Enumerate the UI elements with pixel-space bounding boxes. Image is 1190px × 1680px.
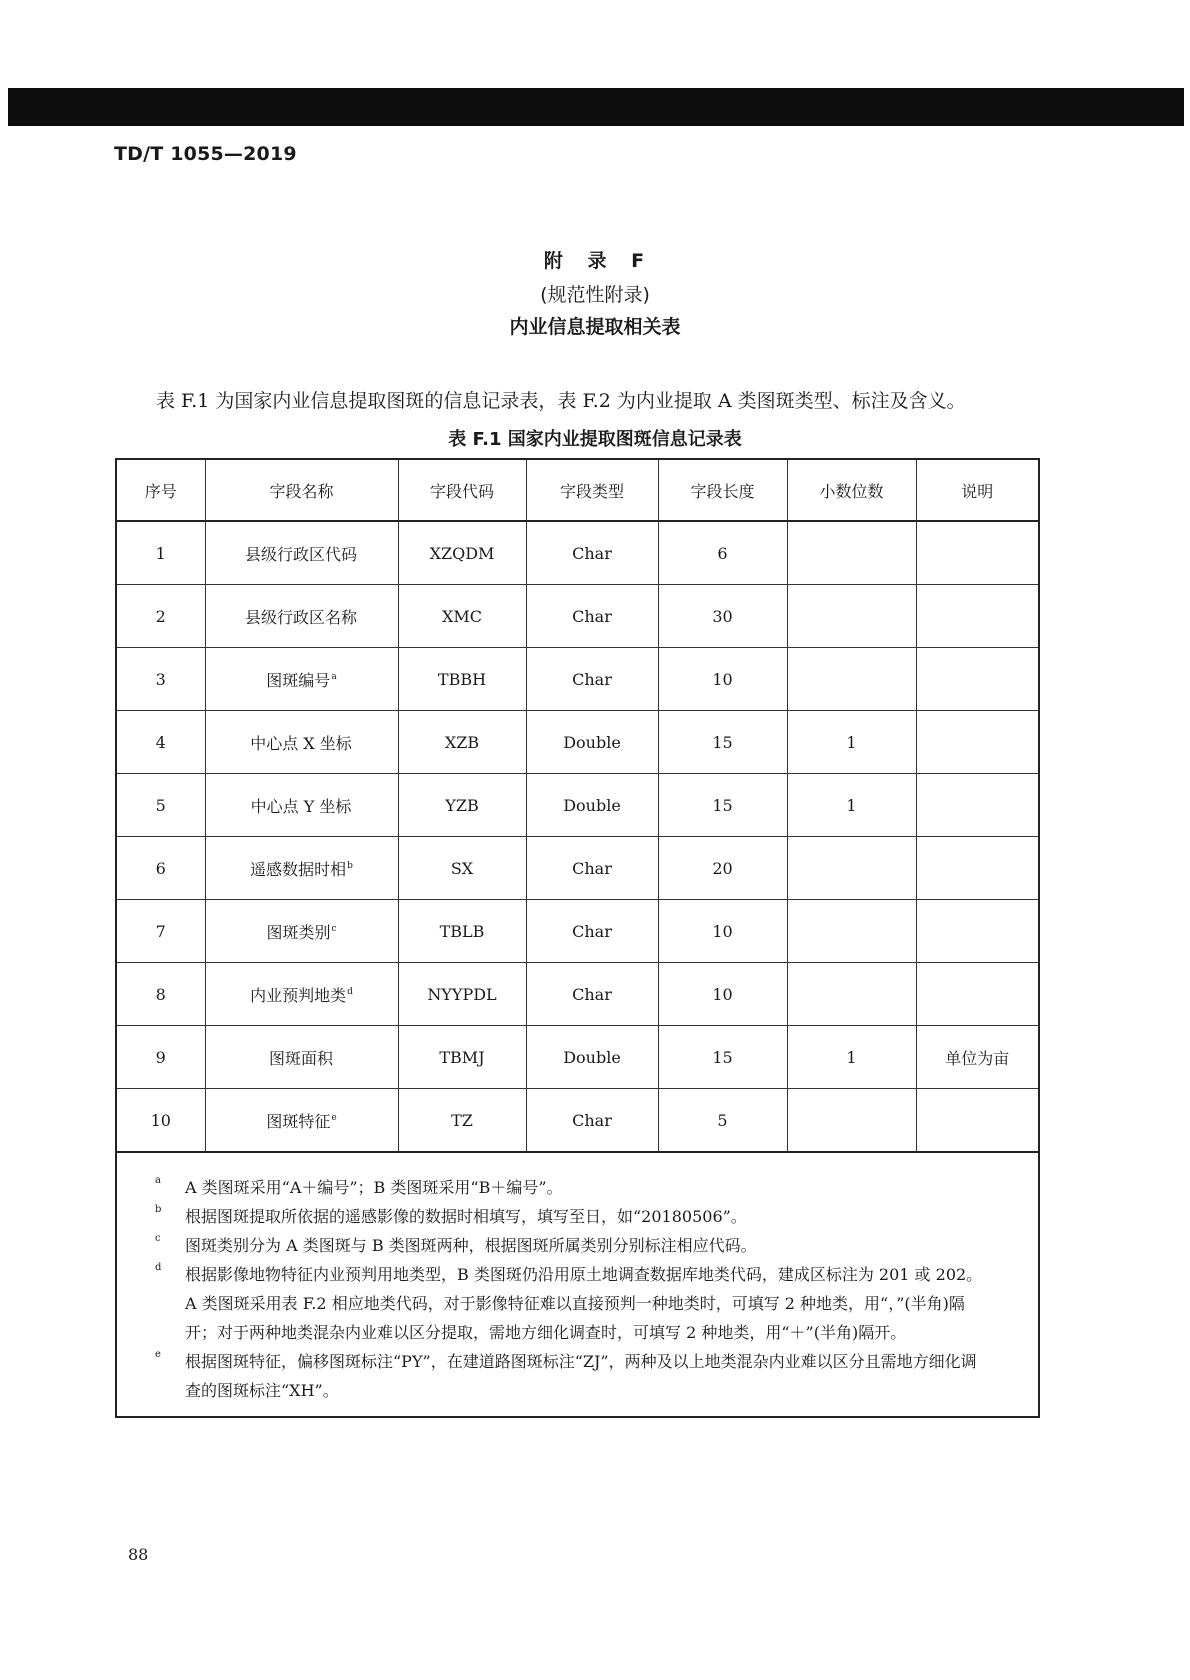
table-row [117,648,1038,711]
footnote-line: A 类图斑采用表 F.2 相应地类代码，对于影像特征难以直接预判一种地类时，可填写 2 种地类，用“，”(半角)隔 [185,1294,965,1313]
footnote-mark: b [155,1204,162,1215]
cell-decimals [787,648,916,711]
field-name: 县级行政区名称 [244,607,357,627]
table-row [117,837,1038,900]
standard-code: TD/T 1055—2019 [114,143,297,165]
footnote-mark: c [155,1233,161,1244]
cell-note [916,1089,1038,1153]
cell-note: 单位为亩 [916,1026,1038,1089]
cell-name [205,963,398,1026]
table-caption: 表 F.1 国家内业提取图斑信息记录表 [448,429,742,450]
field-name: 图斑面积 [268,1048,333,1068]
cell-type: Char [526,1089,658,1153]
cell-decimals [787,521,916,585]
footnote-line: 根据图斑特征，偏移图斑标注“PY”，在建道路图斑标注“ZJ”，两种及以上地类混杂内业难以区分且需地方细化调 [185,1352,977,1371]
cell-decimals: 1 [787,1026,916,1089]
cell-length: 6 [658,521,787,585]
cell-code: TBMJ [398,1026,526,1089]
cell-code: XMC [398,585,526,648]
cell-decimals [787,585,916,648]
cell-code: NYYPDL [398,963,526,1026]
footnote [155,1347,1030,1405]
table-row [117,900,1038,963]
cell-decimals: 1 [787,711,916,774]
cell-length: 10 [658,963,787,1026]
column-header: 序号 [117,460,205,521]
cell-length: 15 [658,774,787,837]
table-row [117,1026,1038,1089]
footnote-mark: a [155,1175,161,1186]
cell-note [916,837,1038,900]
field-name: 内业预判地类 [250,985,347,1005]
record-table-frame [115,458,1040,1418]
cell-type: Char [526,837,658,900]
cell-code: TZ [398,1089,526,1153]
field-name: 图斑编号 [266,670,331,690]
footnote-line: 根据影像地物特征内业预判用地类型，B 类图斑仍沿用原土地调查数据库地类代码，建成区标注为 201 或 202。 [185,1265,983,1284]
cell-no: 5 [117,774,205,837]
footnote-line: 查的图斑标注“XH”。 [185,1381,339,1400]
cell-decimals [787,963,916,1026]
table-header-row [117,460,1038,521]
cell-code: TBLB [398,900,526,963]
cell-code: YZB [398,774,526,837]
table-row [117,963,1038,1026]
table-row [117,521,1038,585]
cell-note [916,648,1038,711]
cell-decimals [787,1089,916,1153]
cell-name [205,774,398,837]
cell-code: XZQDM [398,521,526,585]
cell-no: 7 [117,900,205,963]
cell-no: 3 [117,648,205,711]
cell-no: 1 [117,521,205,585]
record-table [117,460,1038,1153]
footnote-ref: e [331,1112,337,1123]
footnote-line: 根据图斑提取所依据的遥感影像的数据时相填写，填写至日，如“20180506”。 [185,1207,747,1226]
footnote [155,1173,1030,1202]
cell-name [205,711,398,774]
cell-length: 30 [658,585,787,648]
cell-no: 8 [117,963,205,1026]
cell-name [205,837,398,900]
cell-code: XZB [398,711,526,774]
cell-name [205,521,398,585]
column-header: 字段代码 [398,460,526,521]
column-header: 字段名称 [205,460,398,521]
cell-length: 15 [658,1026,787,1089]
appendix-type: (规范性附录) [540,284,650,306]
appendix-title: 附 录 F [543,250,647,272]
column-header: 小数位数 [787,460,916,521]
table-row [117,1089,1038,1153]
cell-decimals [787,900,916,963]
cell-length: 5 [658,1089,787,1153]
table-row [117,774,1038,837]
cell-code: TBBH [398,648,526,711]
cell-type: Char [526,900,658,963]
footnote-ref: c [331,923,337,934]
footnote-line: 开；对于两种地类混杂内业难以区分提取，需地方细化调查时，可填写 2 种地类，用“＋”(半角)隔开。 [185,1323,907,1342]
cell-length: 20 [658,837,787,900]
cell-no: 2 [117,585,205,648]
cell-type: Char [526,521,658,585]
field-name: 中心点 Y 坐标 [250,796,352,816]
header-bar [8,88,1184,126]
cell-name [205,1026,398,1089]
table-footnotes [117,1153,1038,1405]
table-row [117,711,1038,774]
cell-type: Double [526,711,658,774]
cell-name [205,1089,398,1153]
cell-name [205,648,398,711]
footnote-ref: d [347,986,353,997]
field-name: 中心点 X 坐标 [250,733,352,753]
appendix-name: 内业信息提取相关表 [509,316,681,338]
field-name: 图斑类别 [266,922,331,942]
cell-note [916,900,1038,963]
cell-note [916,774,1038,837]
cell-type: Char [526,585,658,648]
cell-decimals: 1 [787,774,916,837]
footnote [155,1260,1030,1347]
footnote-ref: a [331,671,337,682]
field-name: 图斑特征 [266,1111,331,1131]
cell-name [205,585,398,648]
cell-code: SX [398,837,526,900]
cell-length: 10 [658,900,787,963]
cell-decimals [787,837,916,900]
footnote [155,1231,1030,1260]
column-header: 字段长度 [658,460,787,521]
column-header: 说明 [916,460,1038,521]
field-name: 遥感数据时相 [250,859,347,879]
footnote-ref: b [347,860,353,871]
cell-note [916,585,1038,648]
footnote-mark: e [155,1349,161,1360]
cell-name [205,900,398,963]
cell-note [916,963,1038,1026]
cell-no: 6 [117,837,205,900]
page-number: 88 [128,1545,149,1564]
footnote-mark: d [155,1262,162,1273]
cell-no: 10 [117,1089,205,1153]
cell-note [916,521,1038,585]
intro-paragraph: 表 F.1 为国家内业信息提取图斑的信息记录表，表 F.2 为内业提取 A 类图斑类型、标注及含义。 [156,390,966,412]
field-name: 县级行政区代码 [244,544,357,564]
table-row [117,585,1038,648]
column-header: 字段类型 [526,460,658,521]
cell-type: Char [526,648,658,711]
footnote-line: 图斑类别分为 A 类图斑与 B 类图斑两种，根据图斑所属类别分别标注相应代码。 [185,1236,757,1255]
cell-type: Double [526,1026,658,1089]
cell-type: Double [526,774,658,837]
cell-note [916,711,1038,774]
footnote [155,1202,1030,1231]
cell-no: 9 [117,1026,205,1089]
cell-type: Char [526,963,658,1026]
cell-length: 15 [658,711,787,774]
cell-length: 10 [658,648,787,711]
footnote-line: A 类图斑采用“A＋编号”；B 类图斑采用“B＋编号”。 [185,1178,563,1197]
cell-no: 4 [117,711,205,774]
